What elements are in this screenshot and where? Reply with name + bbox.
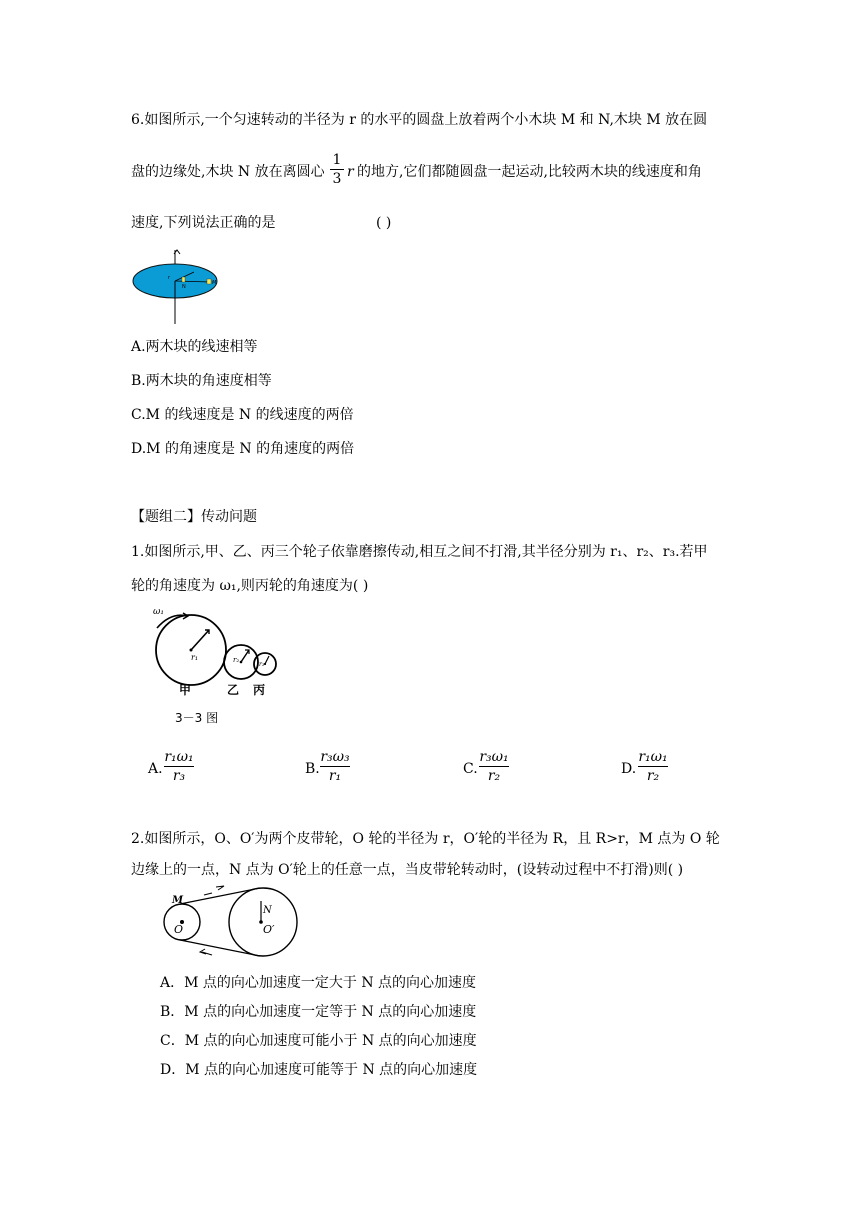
q1-choice-d-frac: [638, 750, 668, 783]
disk-m-label: M: [212, 280, 217, 286]
q2-line1: 2.如图所示，O、O′为两个皮带轮，O 轮的半径为 r，O′轮的半径为 R，且 R>r，M 点为 O 轮: [131, 831, 720, 847]
three-wheels-figure: [145, 600, 285, 700]
figure-caption-3-3: 3－3 图: [175, 711, 219, 725]
q2-option-d: D．M 点的向心加速度可能等于 N 点的向心加速度: [160, 1062, 478, 1078]
q1-line1: 1.如图所示,甲、乙、丙三个轮子依靠磨擦传动,相互之间不打滑,其半径分别为 r₁、r₂、r₃.若甲: [131, 544, 708, 560]
q6-option-d: D.M 的角速度是 N 的角速度的两倍: [131, 441, 355, 457]
q1-choice-b-frac: [320, 750, 350, 783]
q6-line3: 速度,下列说法正确的是: [131, 215, 276, 231]
q1-choice-d-letter: D.: [621, 761, 637, 777]
q1-choice-b-den: r₁: [328, 768, 342, 784]
belt-o-label: O: [174, 923, 184, 936]
q6-frac-den: 3: [332, 171, 342, 187]
q6-frac-num: 1: [332, 152, 342, 168]
q2-line2: 边缘上的一点，N 点为 O′轮上的任意一点，当皮带轮转动时，(设转动过程中不打滑)则( ): [131, 862, 684, 878]
q6-line2-post: 的地方,它们都随圆盘一起运动,比较两木块的线速度和角: [357, 164, 702, 180]
q1-choice-d-num: r₁ω₁: [638, 749, 668, 765]
q6-line2-pre: 盘的边缘处,木块 N 放在离圆心: [131, 164, 325, 180]
q6-fraction: [330, 153, 344, 186]
q1-choice-c-frac: [479, 750, 509, 783]
belt-o-prime-label: O′: [263, 923, 275, 936]
q1-choice-a-frac: [164, 750, 194, 783]
belt-n-label: N: [263, 905, 272, 916]
r1-label: r₁: [191, 653, 199, 662]
wheel-yi-label: 乙: [227, 683, 240, 697]
r2-label: r₂: [233, 656, 240, 664]
q2-option-b: B．M 点的向心加速度一定等于 N 点的向心加速度: [160, 1004, 477, 1020]
belt-m-label: M: [172, 895, 184, 906]
q6-line1: 6.如图所示,一个匀速转动的半径为 r 的水平的圆盘上放着两个小木块 M 和 N,木块 M 放在圆: [131, 112, 708, 128]
q1-choice-a-den: r₃: [172, 768, 186, 784]
q1-choice-a-num: r₁ω₁: [164, 749, 194, 765]
disk-n-label: N: [182, 284, 186, 290]
disk-r-label: r: [168, 275, 171, 281]
belt-pulley-figure: [160, 885, 300, 965]
wheel-bing-label: 丙: [253, 683, 266, 697]
q1-choice-c-letter: C.: [463, 761, 478, 777]
q2-option-a: A．M 点的向心加速度一定大于 N 点的向心加速度: [160, 975, 477, 991]
q1-choice-c-den: r₂: [487, 768, 501, 784]
omega1-label: ω₁: [153, 607, 164, 617]
wheel-jia-label: 甲: [179, 683, 192, 697]
q1-choice-d-den: r₂: [646, 768, 660, 784]
q1-choice-a-letter: A.: [148, 761, 163, 777]
r3-label: r₃: [259, 661, 265, 668]
group2-heading: 【题组二】传动问题: [131, 509, 257, 525]
q1-choice-b-letter: B.: [305, 761, 320, 777]
q1-choice-b-num: r₃ω₃: [320, 749, 350, 765]
q6-option-b: B.两木块的角速度相等: [131, 373, 272, 389]
q6-option-a: A.两木块的线速相等: [131, 339, 258, 355]
q6-option-c: C.M 的线速度是 N 的线速度的两倍: [131, 407, 354, 423]
q6-answer-paren: ( ): [376, 215, 392, 231]
q6-frac-var: r: [347, 164, 354, 180]
rotating-disk-figure: [130, 246, 220, 326]
q1-choice-c-num: r₃ω₁: [479, 749, 509, 765]
q2-option-c: C．M 点的向心加速度可能小于 N 点的向心加速度: [160, 1033, 477, 1049]
q1-line2: 轮的角速度为 ω₁,则丙轮的角速度为( ): [131, 578, 369, 594]
